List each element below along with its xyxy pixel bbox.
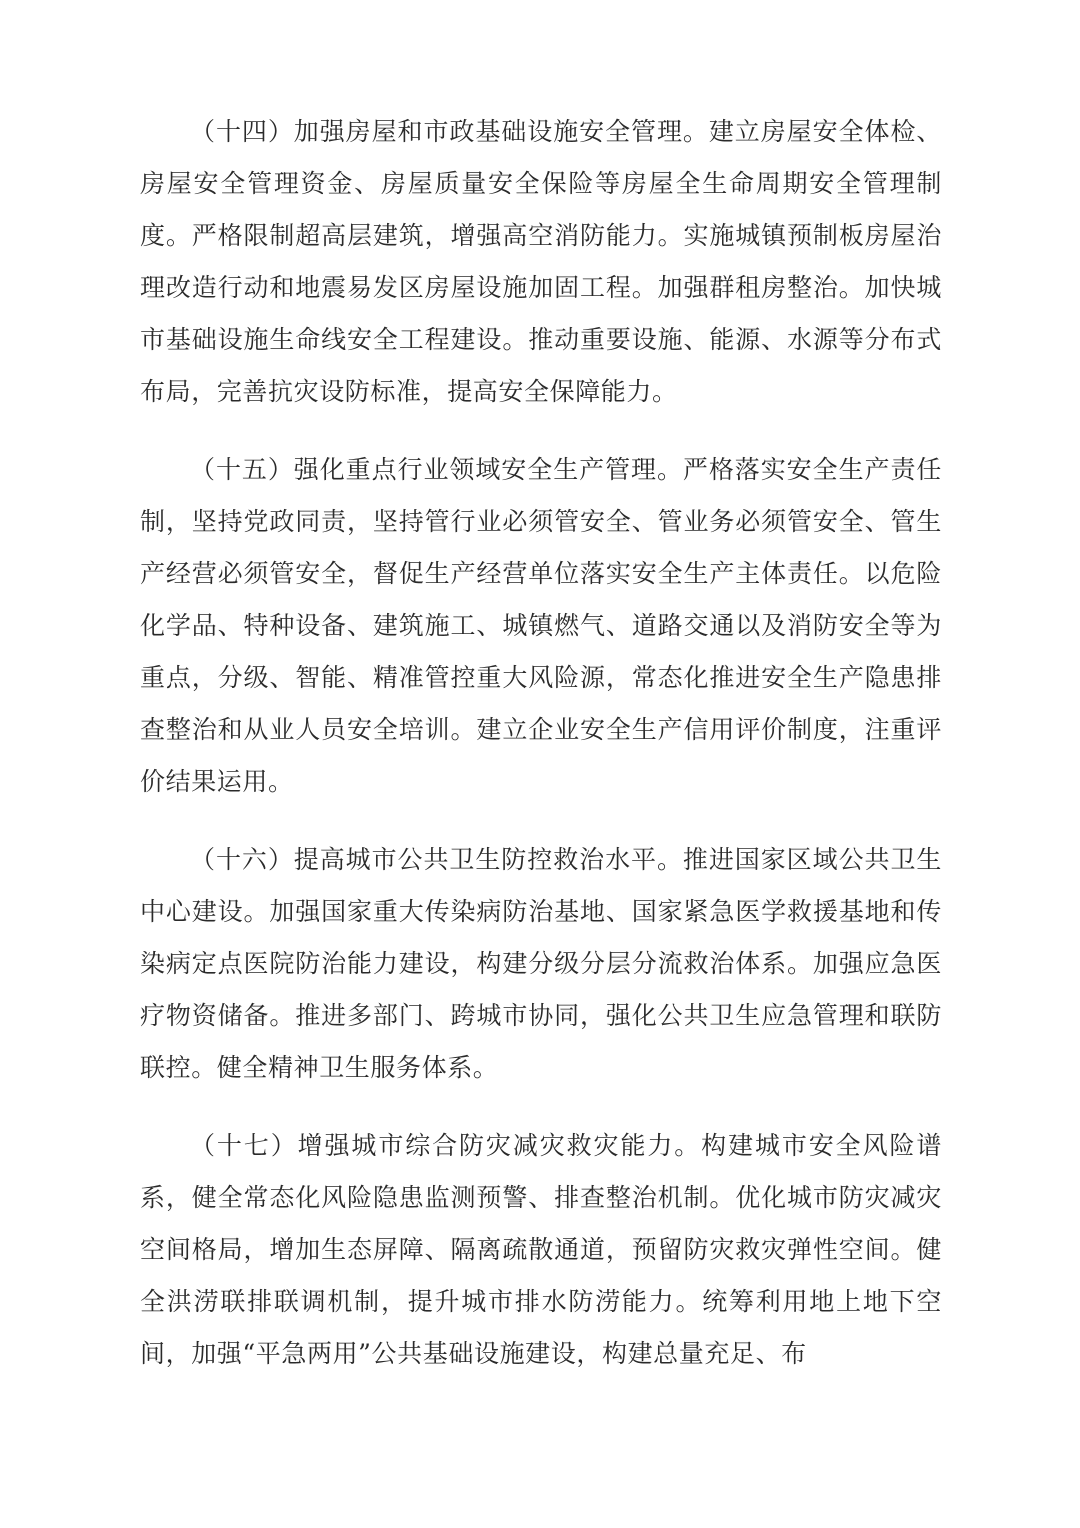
paragraph-14: （十四）加强房屋和市政基础设施安全管理。建立房屋安全体检、房屋安全管理资金、房屋质量安全保险等房屋全生命周期安全管理制度。严格限制超高层建筑，增强高空消防能力。实施城镇预制板房屋治理改造行动和地震易发区房屋设施加固工程。加强群租房整治。加快城市基础设施生命线安全工程建设。推动重要设施、能源、水源等分布式布局，完善抗灾设防标准，提高安全保障能力。 bbox=[140, 117, 942, 406]
paragraph-17: （十七）增强城市综合防灾减灾救灾能力。构建城市安全风险谱系，健全常态化风险隐患监测预警、排查整治机制。优化城市防灾减灾空间格局，增加生态屏障、隔离疏散通道，预留防灾救灾弹性空间。健全洪涝联排联调机制，提升城市排水防涝能力。统筹利用地上地下空间，加强“平急两用”公共基础设施建设，构建总量充足、布 bbox=[140, 1131, 942, 1368]
document-body bbox=[140, 106, 942, 1406]
paragraph-16: （十六）提高城市公共卫生防控救治水平。推进国家区域公共卫生中心建设。加强国家重大传染病防治基地、国家紧急医学救援基地和传染病定点医院防治能力建设，构建分级分层分流救治体系。加强应急医疗物资储备。推进多部门、跨城市协同，强化公共卫生应急管理和联防联控。健全精神卫生服务体系。 bbox=[140, 845, 942, 1082]
paragraph-15: （十五）强化重点行业领域安全生产管理。严格落实安全生产责任制，坚持党政同责，坚持管行业必须管安全、管业务必须管安全、管生产经营必须管安全，督促生产经营单位落实安全生产主体责任。以危险化学品、特种设备、建筑施工、城镇燃气、道路交通以及消防安全等为重点，分级、智能、精准管控重大风险源，常态化推进安全生产隐患排查整治和从业人员安全培训。建立企业安全生产信用评价制度，注重评价结果运用。 bbox=[140, 455, 942, 796]
